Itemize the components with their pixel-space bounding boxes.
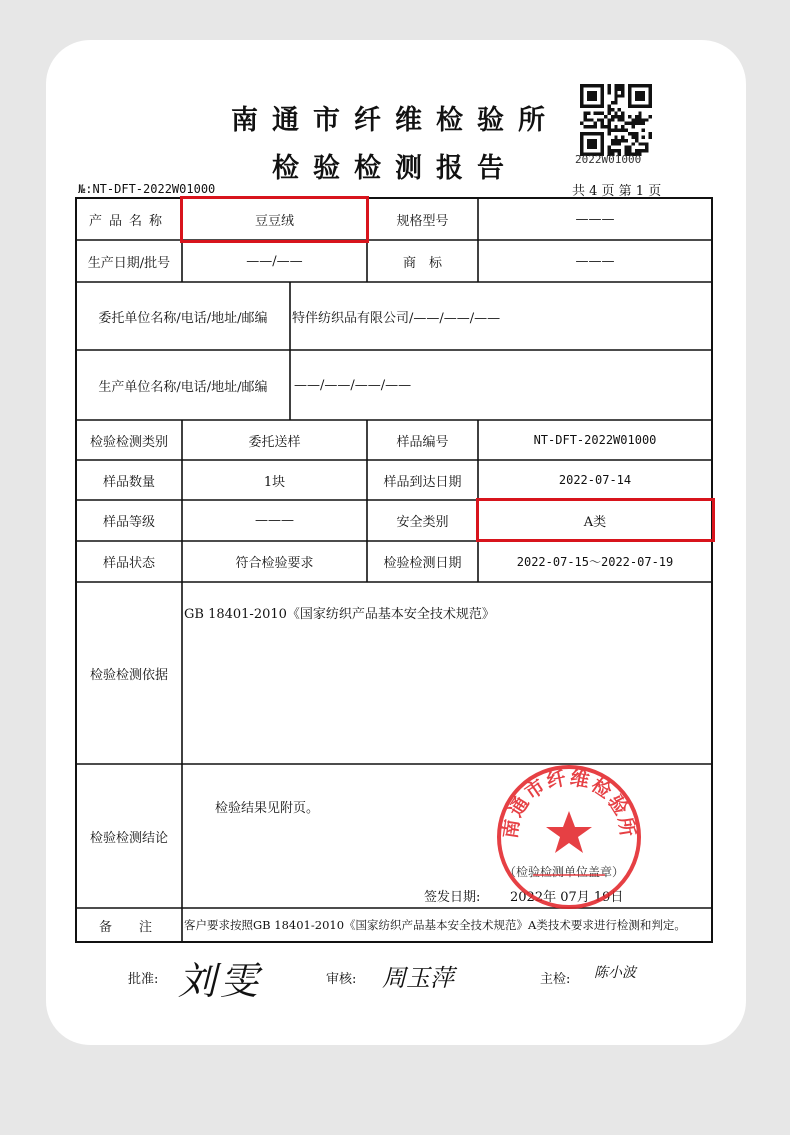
basis-label: 检验检测依据 [89,667,168,683]
highlight-box-safety-class [476,498,715,542]
test-type-value: 委托送样 [248,434,301,450]
test-type-label: 检验检测类别 [89,434,168,450]
sample-no-value: NT-DFT-2022W01000 [533,433,657,447]
page-info: 共 4 页 第 1 页 [572,184,662,199]
qr-code-text: 2022W01000 [575,153,642,166]
test-date-value: 2022-07-15～2022-07-19 [516,555,674,569]
official-seal-stamp [495,763,643,911]
model-value: ——— [575,211,615,227]
report-title-line2: 检验检测报告 [272,153,518,184]
seal-text: 南通市纤维检验所 [499,767,639,840]
report-number: №:NT-DFT-2022W01000 [78,182,216,196]
test-date-label: 检验检测日期 [383,556,462,571]
approve-signature: 刘雯 [178,959,263,1003]
grade-value: ——— [255,513,294,528]
production-date-value: ——/—— [246,253,303,269]
conclusion-value: 检验结果见附页。 [215,801,320,816]
model-label: 规格型号 [396,213,449,229]
safety-value: A类 [583,515,607,530]
client-value: 特伴纺织品有限公司/——/——/—— [292,310,501,326]
trademark-label: 商 标 [402,255,442,271]
state-value: 符合检验要求 [235,556,314,571]
client-label: 委托单位名称/电话/地址/邮编 [98,310,268,326]
basis-value: GB 18401-2010《国家纺织产品基本安全技术规范》 [184,607,495,622]
trademark-value: ——— [575,253,615,269]
product-name-label: 产品名称 [88,213,169,229]
arrival-date-label: 样品到达日期 [383,474,462,490]
stamp-note: （检验检测单位盖章） [504,865,625,879]
sample-no-label: 样品编号 [396,434,449,450]
issue-date-label: 签发日期: [424,890,481,905]
production-date-label: 生产日期/批号 [87,255,171,271]
issue-date-value: 2022年 07月 19日 [510,890,624,905]
sample-qty-value: 1块 [263,474,286,490]
remarks-label: 备 注 [98,919,159,935]
highlight-box-product-name [180,196,369,243]
conclusion-label: 检验检测结论 [89,830,168,846]
sample-qty-label: 样品数量 [102,474,155,490]
inspector-signature: 陈小波 [594,965,636,981]
state-label: 样品状态 [102,556,155,571]
inspector-label: 主检: [540,972,571,987]
review-signature: 周玉萍 [382,964,454,992]
arrival-date-value: 2022-07-14 [558,473,632,487]
report-title-line1: 南通市纤维检验所 [231,105,559,136]
approve-label: 批准: [128,972,159,987]
safety-label: 安全类别 [396,515,449,530]
product-name-value: 豆豆绒 [254,213,294,229]
manufacturer-label: 生产单位名称/电话/地址/邮编 [98,379,268,395]
manufacturer-value: ——/——/——/—— [294,377,412,393]
review-label: 审核: [326,972,357,987]
remarks-value: 客户要求按照GB 18401-2010《国家纺织产品基本安全技术规范》A类技术要求进行检测和判定。 [184,918,686,932]
grade-label: 样品等级 [102,515,155,530]
